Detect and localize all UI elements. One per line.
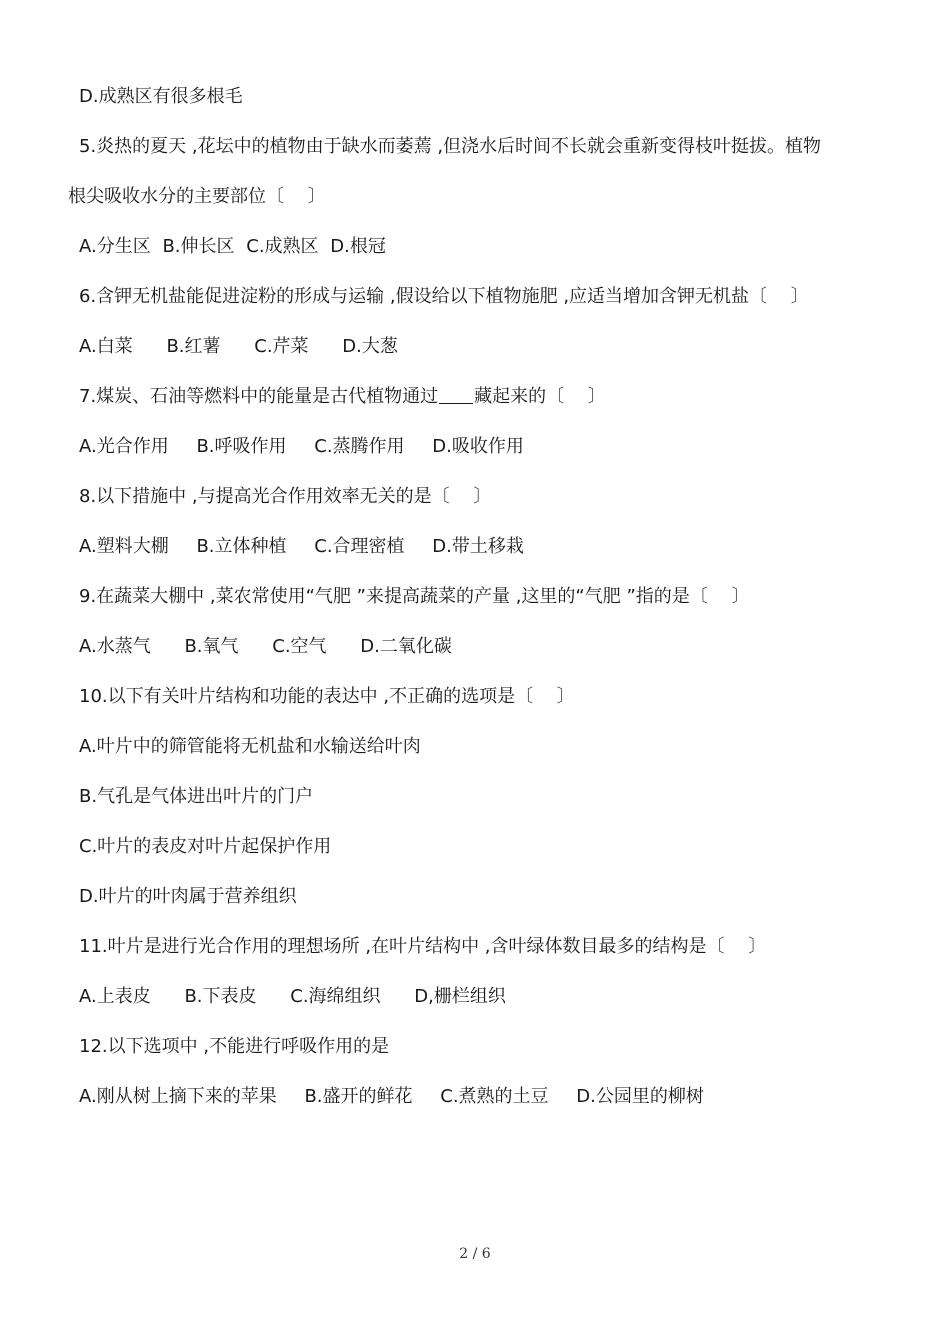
q7-option-c: C.蒸腾作用 [314,436,405,457]
q7-stem-after-blank: 藏起来的〔 〕 [474,386,606,407]
q11-option-b: B.下表皮 [184,986,257,1007]
q9-option-b: B.氧气 [184,636,239,657]
q12-option-d: D.公园里的柳树 [576,1086,704,1107]
q9-options [79,635,452,659]
q10-option-c: C.叶片的表皮对叶片起保护作用 [79,836,332,857]
q12-option-b: B.盛开的鲜花 [304,1086,413,1107]
q12-options [79,1085,704,1109]
q7-option-a: A.光合作用 [79,436,169,457]
q5-options [79,235,386,259]
q7-options [79,435,524,459]
q9-option-a: A.水蒸气 [79,636,151,657]
q6-option-d: D.大葱 [342,336,398,357]
q12-stem: 12.以下选项中 ,不能进行呼吸作用的是 [79,1036,390,1057]
q8-option-c: C.合理密植 [314,536,405,557]
q11-options [79,985,506,1009]
q12-option-a: A.刚从树上摘下来的苹果 [79,1086,277,1107]
q4-option-d: D.成熟区有很多根毛 [79,86,243,107]
q7-stem-before-blank: 7.煤炭、石油等燃料中的能量是古代植物通过 [79,386,439,407]
q11-stem: 11.叶片是进行光合作用的理想场所 ,在叶片结构中 ,含叶绿体数目最多的结构是〔 〕 [79,936,767,957]
q11-option-c: C.海绵组织 [290,986,381,1007]
q5-option-d: D.根冠 [330,236,386,257]
q6-option-b: B.红薯 [166,336,221,357]
q5-stem-line2: 根尖吸收水分的主要部位〔 〕 [68,186,326,207]
q11-option-a: A.上表皮 [79,986,151,1007]
q6-options [79,335,398,359]
q9-stem: 9.在蔬菜大棚中 ,菜农常使用“气肥 ”来提高蔬菜的产量 ,这里的“气肥 ”指的是〔 〕 [79,586,750,607]
page-number: 2 / 6 [459,1246,491,1262]
q9-option-c: C.空气 [272,636,327,657]
q8-option-d: D.带土移栽 [432,536,524,557]
q7-stem [79,385,606,409]
q7-blank [439,385,473,404]
q12-option-c: C.煮熟的土豆 [440,1086,549,1107]
q10-option-d: D.叶片的叶肉属于营养组织 [79,886,297,907]
q8-option-a: A.塑料大棚 [79,536,169,557]
q5-option-a: A.分生区 [79,236,151,257]
q9-option-d: D.二氧化碳 [360,636,452,657]
q6-stem: 6.含钾无机盐能促进淀粉的形成与运输 ,假设给以下植物施肥 ,应适当增加含钾无机盐〔 〕 [79,286,809,307]
q6-option-c: C.芹菜 [254,336,309,357]
q8-stem: 8.以下措施中 ,与提高光合作用效率无关的是〔 〕 [79,486,492,507]
q5-option-c: C.成熟区 [246,236,319,257]
q5-option-b: B.伸长区 [162,236,235,257]
q8-option-b: B.立体种植 [196,536,287,557]
q10-stem: 10.以下有关叶片结构和功能的表达中 ,不正确的选项是〔 〕 [79,686,575,707]
q11-option-d: D,栅栏组织 [414,986,506,1007]
q10-option-a: A.叶片中的筛管能将无机盐和水输送给叶肉 [79,736,421,757]
q7-option-b: B.呼吸作用 [196,436,287,457]
q6-option-a: A.白菜 [79,336,133,357]
q5-stem-line1: 5.炎热的夏天 ,花坛中的植物由于缺水而萎蔫 ,但浇水后时间不长就会重新变得枝叶挺拔。植物 [79,136,822,157]
q7-option-d: D.吸收作用 [432,436,524,457]
q10-option-b: B.气孔是气体进出叶片的门户 [79,786,314,807]
q8-options [79,535,524,559]
